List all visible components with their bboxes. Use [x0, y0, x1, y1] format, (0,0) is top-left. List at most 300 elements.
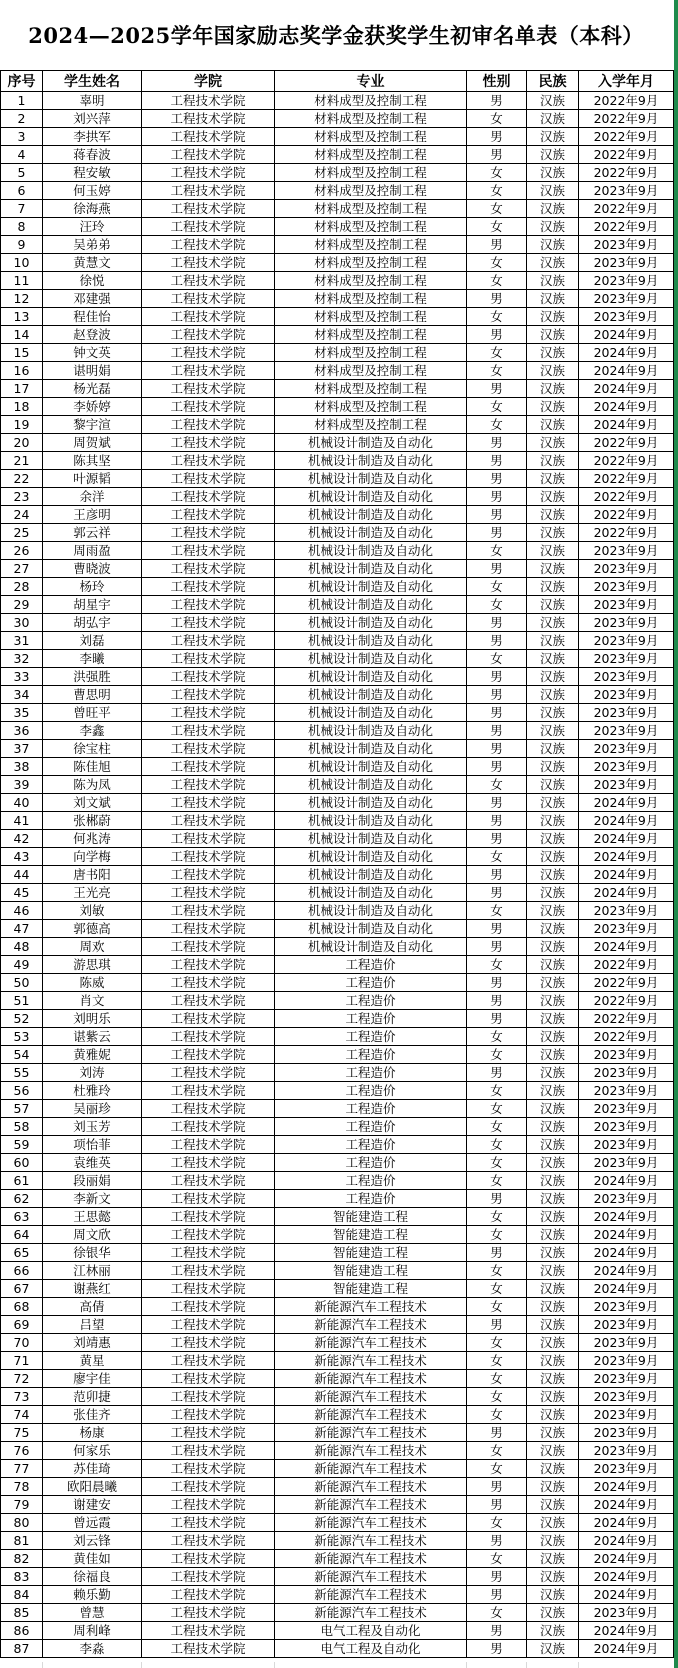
- cell-index: 87: [1, 1640, 43, 1658]
- table-row: [1, 524, 674, 542]
- cell-student-name: 周贺斌: [43, 434, 142, 452]
- cell-college: 工程技术学院: [142, 1010, 275, 1028]
- cell-gender: 男: [467, 452, 527, 470]
- cell-enrollment-date: 2024年9月: [579, 1226, 674, 1244]
- cell-enrollment-date: 2024年9月: [579, 1532, 674, 1550]
- table-row: [1, 1118, 674, 1136]
- table-header-row: [1, 71, 674, 92]
- cell-enrollment-date: 2023年9月: [579, 1046, 674, 1064]
- table-row: [1, 1316, 674, 1334]
- cell-ethnicity: 汉族: [527, 470, 579, 488]
- header-enrollment-date: 入学年月: [579, 71, 674, 92]
- cell-major: 机械设计制造及自动化: [275, 650, 467, 668]
- cell-major: 机械设计制造及自动化: [275, 848, 467, 866]
- cell-ethnicity: 汉族: [527, 596, 579, 614]
- cell-major: 电气工程及自动化: [275, 1622, 467, 1640]
- cell-major: 材料成型及控制工程: [275, 254, 467, 272]
- cell-student-name: 李拱军: [43, 128, 142, 146]
- cell-college: 工程技术学院: [142, 866, 275, 884]
- cell-college: 工程技术学院: [142, 1406, 275, 1424]
- cell-student-name: 周雨盈: [43, 542, 142, 560]
- table-row: [1, 830, 674, 848]
- cell-index: 54: [1, 1046, 43, 1064]
- cell-enrollment-date: 2022年9月: [579, 488, 674, 506]
- cell-enrollment-date: 2022年9月: [579, 506, 674, 524]
- cell-major: 材料成型及控制工程: [275, 92, 467, 110]
- cell-student-name: 黄佳如: [43, 1550, 142, 1568]
- cell-student-name: 陈佳旭: [43, 758, 142, 776]
- cell-index: 45: [1, 884, 43, 902]
- cell-major: 机械设计制造及自动化: [275, 884, 467, 902]
- cell-gender: 女: [467, 1370, 527, 1388]
- cell-index: 35: [1, 704, 43, 722]
- cell-student-name: 王光亮: [43, 884, 142, 902]
- cell-major: 机械设计制造及自动化: [275, 686, 467, 704]
- cell-gender: 男: [467, 1190, 527, 1208]
- cell-major: 电气工程及自动化: [275, 1640, 467, 1658]
- header-college: 学院: [142, 71, 275, 92]
- cell-student-name: 杨玲: [43, 578, 142, 596]
- cell-gender: 女: [467, 1172, 527, 1190]
- cell-major: 材料成型及控制工程: [275, 218, 467, 236]
- table-row: [1, 668, 674, 686]
- header-ethnicity: 民族: [527, 71, 579, 92]
- cell-enrollment-date: 2022年9月: [579, 128, 674, 146]
- cell-index: 62: [1, 1190, 43, 1208]
- cell-enrollment-date: 2024年9月: [579, 794, 674, 812]
- cell-gender: 女: [467, 1406, 527, 1424]
- table-row: [1, 1370, 674, 1388]
- cell-major: 智能建造工程: [275, 1244, 467, 1262]
- cell-ethnicity: 汉族: [527, 1082, 579, 1100]
- cell-ethnicity: 汉族: [527, 830, 579, 848]
- cell-student-name: 吴丽珍: [43, 1100, 142, 1118]
- cell-gender: 男: [467, 380, 527, 398]
- cell-major: 材料成型及控制工程: [275, 398, 467, 416]
- cell-ethnicity: 汉族: [527, 380, 579, 398]
- table-row: [1, 542, 674, 560]
- cell-enrollment-date: 2023年9月: [579, 1460, 674, 1478]
- cell-gender: 男: [467, 722, 527, 740]
- cell-student-name: 袁维英: [43, 1154, 142, 1172]
- cell-student-name: 赖乐勤: [43, 1586, 142, 1604]
- cell-college: 工程技术学院: [142, 470, 275, 488]
- cell-college: 工程技术学院: [142, 1316, 275, 1334]
- table-row: [1, 1262, 674, 1280]
- cell-college: 工程技术学院: [142, 1622, 275, 1640]
- cell-ethnicity: 汉族: [527, 884, 579, 902]
- cell-enrollment-date: 2024年9月: [579, 362, 674, 380]
- cell-gender: 女: [467, 362, 527, 380]
- cell-enrollment-date: 2024年9月: [579, 1478, 674, 1496]
- cell-index: 38: [1, 758, 43, 776]
- cell-gender: 男: [467, 524, 527, 542]
- cell-index: 78: [1, 1478, 43, 1496]
- cell-major: 工程造价: [275, 992, 467, 1010]
- table-row: [1, 1424, 674, 1442]
- cell-enrollment-date: 2023年9月: [579, 1100, 674, 1118]
- cell-college: 工程技术学院: [142, 362, 275, 380]
- cell-college: 工程技术学院: [142, 578, 275, 596]
- cell-gender: 男: [467, 812, 527, 830]
- cell-major: 材料成型及控制工程: [275, 200, 467, 218]
- cell-student-name: 钟文英: [43, 344, 142, 362]
- cell-enrollment-date: 2022年9月: [579, 434, 674, 452]
- cell-major: 新能源汽车工程技术: [275, 1568, 467, 1586]
- cell-ethnicity: 汉族: [527, 974, 579, 992]
- cell-index: 2: [1, 110, 43, 128]
- cell-ethnicity: 汉族: [527, 1388, 579, 1406]
- cell-gender: 男: [467, 614, 527, 632]
- cell-college: 工程技术学院: [142, 272, 275, 290]
- cell-student-name: 黄慧文: [43, 254, 142, 272]
- cell-major: 新能源汽车工程技术: [275, 1550, 467, 1568]
- cell-gender: 男: [467, 92, 527, 110]
- cell-major: 新能源汽车工程技术: [275, 1532, 467, 1550]
- table-row: [1, 1172, 674, 1190]
- cell-student-name: 王思懿: [43, 1208, 142, 1226]
- cell-ethnicity: 汉族: [527, 1352, 579, 1370]
- cell-index: 36: [1, 722, 43, 740]
- table-row: [1, 1442, 674, 1460]
- page-title: 2024—2025学年国家励志奖学金获奖学生初审名单表（本科）: [28, 23, 644, 48]
- cell-college: 工程技术学院: [142, 308, 275, 326]
- cell-enrollment-date: 2022年9月: [579, 200, 674, 218]
- cell-index: 22: [1, 470, 43, 488]
- cell-ethnicity: 汉族: [527, 1154, 579, 1172]
- cell-enrollment-date: 2022年9月: [579, 470, 674, 488]
- cell-enrollment-date: 2024年9月: [579, 938, 674, 956]
- table-row: [1, 146, 674, 164]
- cell-enrollment-date: 2023年9月: [579, 1298, 674, 1316]
- cell-ethnicity: 汉族: [527, 1262, 579, 1280]
- cell-student-name: 吕望: [43, 1316, 142, 1334]
- cell-enrollment-date: 2024年9月: [579, 866, 674, 884]
- cell-gender: 女: [467, 776, 527, 794]
- cell-college: 工程技术学院: [142, 398, 275, 416]
- cell-index: 44: [1, 866, 43, 884]
- table-row: [1, 1568, 674, 1586]
- cell-major: 材料成型及控制工程: [275, 164, 467, 182]
- table-row: [1, 1406, 674, 1424]
- cell-major: 新能源汽车工程技术: [275, 1406, 467, 1424]
- cell-college: 工程技术学院: [142, 1586, 275, 1604]
- cell-ethnicity: 汉族: [527, 254, 579, 272]
- cell-ethnicity: 汉族: [527, 686, 579, 704]
- table-row: [1, 1622, 674, 1640]
- cell-college: 工程技术学院: [142, 326, 275, 344]
- table-row: [1, 578, 674, 596]
- cell-college: 工程技术学院: [142, 218, 275, 236]
- table-row: [1, 794, 674, 812]
- cell-college: 工程技术学院: [142, 830, 275, 848]
- cell-ethnicity: 汉族: [527, 1370, 579, 1388]
- cell-college: 工程技术学院: [142, 1334, 275, 1352]
- cell-enrollment-date: 2024年9月: [579, 398, 674, 416]
- cell-college: 工程技术学院: [142, 506, 275, 524]
- cell-student-name: 陈为凤: [43, 776, 142, 794]
- cell-index: 69: [1, 1316, 43, 1334]
- cell-gender: 男: [467, 128, 527, 146]
- cell-major: 新能源汽车工程技术: [275, 1352, 467, 1370]
- cell-ethnicity: 汉族: [527, 956, 579, 974]
- cell-gender: 男: [467, 884, 527, 902]
- cell-college: 工程技术学院: [142, 596, 275, 614]
- cell-ethnicity: 汉族: [527, 146, 579, 164]
- header-major: 专业: [275, 71, 467, 92]
- cell-index: 23: [1, 488, 43, 506]
- cell-index: 85: [1, 1604, 43, 1622]
- cell-major: 机械设计制造及自动化: [275, 722, 467, 740]
- cell-major: 机械设计制造及自动化: [275, 452, 467, 470]
- cell-major: 机械设计制造及自动化: [275, 704, 467, 722]
- cell-major: 机械设计制造及自动化: [275, 632, 467, 650]
- cell-college: 工程技术学院: [142, 1604, 275, 1622]
- cell-student-name: 刘靖惠: [43, 1334, 142, 1352]
- cell-student-name: 程佳怡: [43, 308, 142, 326]
- cell-index: 28: [1, 578, 43, 596]
- cell-gender: 男: [467, 434, 527, 452]
- table-row: [1, 362, 674, 380]
- cell-student-name: 邓建强: [43, 290, 142, 308]
- cell-college: 工程技术学院: [142, 812, 275, 830]
- cell-ethnicity: 汉族: [527, 416, 579, 434]
- cell-college: 工程技术学院: [142, 164, 275, 182]
- cell-index: 24: [1, 506, 43, 524]
- cell-major: 智能建造工程: [275, 1280, 467, 1298]
- cell-enrollment-date: 2024年9月: [579, 1280, 674, 1298]
- cell-student-name: 程安敏: [43, 164, 142, 182]
- cell-college: 工程技术学院: [142, 1568, 275, 1586]
- cell-college: 工程技术学院: [142, 200, 275, 218]
- cell-enrollment-date: 2024年9月: [579, 884, 674, 902]
- cell-student-name: 李鑫: [43, 722, 142, 740]
- cell-ethnicity: 汉族: [527, 1028, 579, 1046]
- cell-index: 81: [1, 1532, 43, 1550]
- cell-college: 工程技术学院: [142, 1064, 275, 1082]
- cell-index: 63: [1, 1208, 43, 1226]
- cell-enrollment-date: 2024年9月: [579, 1568, 674, 1586]
- cell-ethnicity: 汉族: [527, 506, 579, 524]
- cell-ethnicity: 汉族: [527, 164, 579, 182]
- cell-major: 工程造价: [275, 1082, 467, 1100]
- cell-ethnicity: 汉族: [527, 326, 579, 344]
- table-row: [1, 1334, 674, 1352]
- table-row: [1, 272, 674, 290]
- cell-gender: 男: [467, 740, 527, 758]
- cell-enrollment-date: 2022年9月: [579, 1010, 674, 1028]
- cell-ethnicity: 汉族: [527, 1532, 579, 1550]
- cell-ethnicity: 汉族: [527, 1406, 579, 1424]
- cell-major: 材料成型及控制工程: [275, 362, 467, 380]
- table-row: [1, 560, 674, 578]
- cell-gender: 男: [467, 866, 527, 884]
- cell-college: 工程技术学院: [142, 740, 275, 758]
- cell-major: 材料成型及控制工程: [275, 110, 467, 128]
- cell-index: 8: [1, 218, 43, 236]
- table-row: [1, 902, 674, 920]
- cell-college: 工程技术学院: [142, 956, 275, 974]
- cell-college: 工程技术学院: [142, 650, 275, 668]
- cell-ethnicity: 汉族: [527, 1478, 579, 1496]
- cell-ethnicity: 汉族: [527, 434, 579, 452]
- cell-student-name: 王彦明: [43, 506, 142, 524]
- cell-major: 机械设计制造及自动化: [275, 758, 467, 776]
- cell-gender: 男: [467, 1064, 527, 1082]
- cell-student-name: 廖宇佳: [43, 1370, 142, 1388]
- cell-ethnicity: 汉族: [527, 1226, 579, 1244]
- cell-major: 新能源汽车工程技术: [275, 1316, 467, 1334]
- cell-enrollment-date: 2023年9月: [579, 1442, 674, 1460]
- cell-enrollment-date: 2022年9月: [579, 146, 674, 164]
- cell-enrollment-date: 2023年9月: [579, 1190, 674, 1208]
- table-row: [1, 1352, 674, 1370]
- cell-student-name: 谌明娟: [43, 362, 142, 380]
- cell-index: 34: [1, 686, 43, 704]
- cell-ethnicity: 汉族: [527, 1046, 579, 1064]
- header-index: 序号: [1, 71, 43, 92]
- table-row: [1, 1478, 674, 1496]
- cell-student-name: 吴弟弟: [43, 236, 142, 254]
- cell-student-name: 江林丽: [43, 1262, 142, 1280]
- table-row: [1, 758, 674, 776]
- table-row: [1, 488, 674, 506]
- cell-index: 70: [1, 1334, 43, 1352]
- table-row: [1, 1550, 674, 1568]
- cell-index: 32: [1, 650, 43, 668]
- cell-college: 工程技术学院: [142, 182, 275, 200]
- cell-gender: 男: [467, 326, 527, 344]
- cell-major: 智能建造工程: [275, 1226, 467, 1244]
- cell-student-name: 刘文斌: [43, 794, 142, 812]
- cell-ethnicity: 汉族: [527, 344, 579, 362]
- table-row: [1, 200, 674, 218]
- cell-ethnicity: 汉族: [527, 1334, 579, 1352]
- cell-college: 工程技术学院: [142, 1154, 275, 1172]
- cell-major: 材料成型及控制工程: [275, 146, 467, 164]
- cell-enrollment-date: 2023年9月: [579, 1424, 674, 1442]
- cell-ethnicity: 汉族: [527, 848, 579, 866]
- cell-enrollment-date: 2023年9月: [579, 920, 674, 938]
- cell-college: 工程技术学院: [142, 974, 275, 992]
- cell-college: 工程技术学院: [142, 848, 275, 866]
- cell-college: 工程技术学院: [142, 542, 275, 560]
- cell-student-name: 胡弘宇: [43, 614, 142, 632]
- cell-enrollment-date: 2023年9月: [579, 272, 674, 290]
- cell-gender: 男: [467, 506, 527, 524]
- table-row: [1, 1100, 674, 1118]
- cell-gender: 女: [467, 1100, 527, 1118]
- cell-major: 机械设计制造及自动化: [275, 812, 467, 830]
- cell-enrollment-date: 2024年9月: [579, 1172, 674, 1190]
- cell-gender: 男: [467, 236, 527, 254]
- selection-edge-indicator: [674, 0, 678, 1668]
- cell-college: 工程技术学院: [142, 254, 275, 272]
- cell-college: 工程技术学院: [142, 1190, 275, 1208]
- cell-enrollment-date: 2023年9月: [579, 254, 674, 272]
- cell-ethnicity: 汉族: [527, 758, 579, 776]
- cell-index: 15: [1, 344, 43, 362]
- cell-ethnicity: 汉族: [527, 1586, 579, 1604]
- cell-major: 工程造价: [275, 956, 467, 974]
- cell-ethnicity: 汉族: [527, 1550, 579, 1568]
- table-row: [1, 614, 674, 632]
- cell-ethnicity: 汉族: [527, 1190, 579, 1208]
- table-row: [1, 128, 674, 146]
- cell-enrollment-date: 2023年9月: [579, 542, 674, 560]
- table-row: [1, 1010, 674, 1028]
- table-row: [1, 1532, 674, 1550]
- cell-ethnicity: 汉族: [527, 794, 579, 812]
- table-row: [1, 812, 674, 830]
- cell-index: 16: [1, 362, 43, 380]
- table-row: [1, 326, 674, 344]
- cell-college: 工程技术学院: [142, 992, 275, 1010]
- cell-index: 74: [1, 1406, 43, 1424]
- cell-student-name: 郭德高: [43, 920, 142, 938]
- cell-enrollment-date: 2022年9月: [579, 956, 674, 974]
- cell-student-name: 余洋: [43, 488, 142, 506]
- cell-enrollment-date: 2024年9月: [579, 812, 674, 830]
- cell-gender: 男: [467, 794, 527, 812]
- cell-major: 机械设计制造及自动化: [275, 542, 467, 560]
- cell-enrollment-date: 2022年9月: [579, 452, 674, 470]
- cell-college: 工程技术学院: [142, 614, 275, 632]
- cell-gender: 女: [467, 902, 527, 920]
- cell-student-name: 李曦: [43, 650, 142, 668]
- cell-enrollment-date: 2024年9月: [579, 830, 674, 848]
- cell-student-name: 刘涛: [43, 1064, 142, 1082]
- cell-ethnicity: 汉族: [527, 1640, 579, 1658]
- cell-major: 材料成型及控制工程: [275, 128, 467, 146]
- cell-major: 工程造价: [275, 974, 467, 992]
- cell-ethnicity: 汉族: [527, 920, 579, 938]
- cell-enrollment-date: 2023年9月: [579, 686, 674, 704]
- cell-index: 80: [1, 1514, 43, 1532]
- cell-index: 3: [1, 128, 43, 146]
- cell-index: 39: [1, 776, 43, 794]
- cell-gender: 男: [467, 560, 527, 578]
- header-gender: 性别: [467, 71, 527, 92]
- cell-index: 72: [1, 1370, 43, 1388]
- cell-college: 工程技术学院: [142, 92, 275, 110]
- cell-student-name: 张郴蔚: [43, 812, 142, 830]
- cell-ethnicity: 汉族: [527, 398, 579, 416]
- cell-gender: 男: [467, 1586, 527, 1604]
- cell-college: 工程技术学院: [142, 758, 275, 776]
- cell-student-name: 项怡菲: [43, 1136, 142, 1154]
- cell-student-name: 曾远霞: [43, 1514, 142, 1532]
- table-row: [1, 1298, 674, 1316]
- cell-student-name: 郭云祥: [43, 524, 142, 542]
- cell-index: 66: [1, 1262, 43, 1280]
- cell-enrollment-date: 2023年9月: [579, 1604, 674, 1622]
- cell-college: 工程技术学院: [142, 128, 275, 146]
- cell-college: 工程技术学院: [142, 488, 275, 506]
- cell-gender: 男: [467, 1424, 527, 1442]
- cell-ethnicity: 汉族: [527, 1172, 579, 1190]
- table-row: [1, 344, 674, 362]
- table-row: [1, 92, 674, 110]
- table-row: [1, 434, 674, 452]
- table-row: [1, 1640, 674, 1658]
- cell-gender: 女: [467, 110, 527, 128]
- cell-index: 86: [1, 1622, 43, 1640]
- table-row: [1, 1514, 674, 1532]
- cell-enrollment-date: 2024年9月: [579, 1262, 674, 1280]
- cell-ethnicity: 汉族: [527, 1280, 579, 1298]
- cell-gender: 男: [467, 668, 527, 686]
